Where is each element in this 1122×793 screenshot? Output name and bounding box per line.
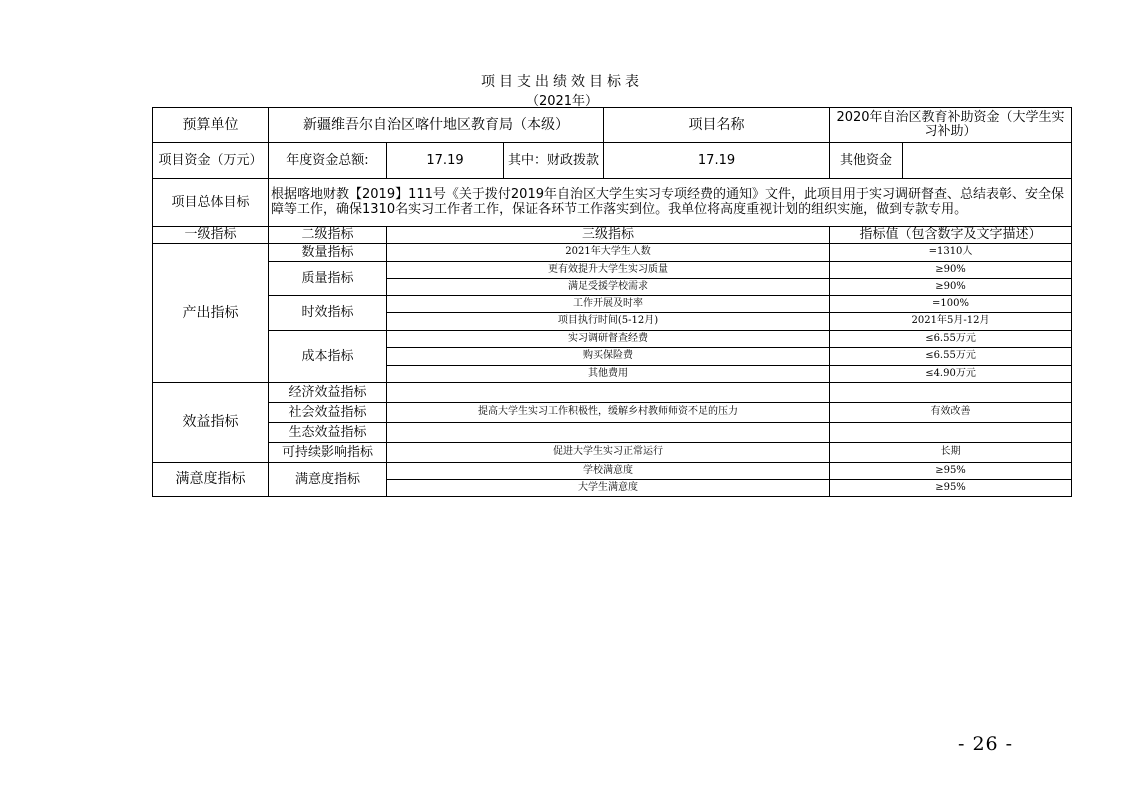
overall-goal-label: 项目总体目标 bbox=[153, 179, 269, 227]
project-name-label: 项目名称 bbox=[604, 108, 830, 143]
indicator-value: ≥90% bbox=[830, 279, 1072, 296]
budget-unit-value: 新疆维吾尔自治区喀什地区教育局（本级） bbox=[269, 108, 604, 143]
column-header-level3: 三级指标 bbox=[387, 227, 830, 244]
other-funds-value bbox=[903, 143, 1072, 179]
quality-indicator-label: 质量指标 bbox=[269, 262, 387, 296]
fiscal-allocation-label: 其中：财政拨款 bbox=[504, 143, 604, 179]
indicator-value: 有效改善 bbox=[830, 403, 1072, 423]
indicator-name: 大学生满意度 bbox=[387, 480, 830, 497]
project-funds-label: 项目资金（万元） bbox=[153, 143, 269, 179]
indicator-name: 满足受援学校需求 bbox=[387, 279, 830, 296]
indicator-value: =100% bbox=[830, 296, 1072, 313]
table-subtitle-year: （2021年） bbox=[525, 94, 599, 109]
indicator-value: ≥90% bbox=[830, 262, 1072, 279]
indicator-value: ≥95% bbox=[830, 463, 1072, 480]
indicator-value: ≤6.55万元 bbox=[830, 331, 1072, 348]
indicator-name: 工作开展及时率 bbox=[387, 296, 830, 313]
satisfaction-indicators-label: 满意度指标 bbox=[153, 463, 269, 497]
indicator-value: ≤6.55万元 bbox=[830, 348, 1072, 366]
indicator-name: 提高大学生实习工作积极性，缓解乡村教师师资不足的压力 bbox=[387, 403, 830, 423]
indicator-value bbox=[830, 383, 1072, 403]
timeliness-indicator-label: 时效指标 bbox=[269, 296, 387, 331]
ecological-benefit-label: 生态效益指标 bbox=[269, 423, 387, 443]
indicator-name: 实习调研督查经费 bbox=[387, 331, 830, 348]
column-header-value: 指标值（包含数字及文字描述） bbox=[830, 227, 1072, 244]
indicator-value: 长期 bbox=[830, 443, 1072, 463]
indicator-value: =1310人 bbox=[830, 244, 1072, 262]
output-indicators-label: 产出指标 bbox=[153, 244, 269, 383]
indicator-name: 其他费用 bbox=[387, 366, 830, 383]
indicator-name: 2021年大学生人数 bbox=[387, 244, 830, 262]
annual-total-value: 17.19 bbox=[387, 143, 504, 179]
overall-goal-text: 根据喀地财教【2019】111号《关于拨付2019年自治区大学生实习专项经费的通知》文件，此项目用于实习调研督查、总结表彰、安全保障等工作，确保1310名实习工作者工作，保证各环节工作落实到位。我单位将高度重视计划的组织实施，做到专款专用。 bbox=[269, 179, 1072, 227]
indicator-name bbox=[387, 423, 830, 443]
column-header-level1: 一级指标 bbox=[153, 227, 269, 244]
performance-target-table bbox=[152, 107, 1072, 497]
indicator-value bbox=[830, 423, 1072, 443]
indicator-name: 更有效提升大学生实习质量 bbox=[387, 262, 830, 279]
indicator-name: 促进大学生实习正常运行 bbox=[387, 443, 830, 463]
indicator-name: 学校满意度 bbox=[387, 463, 830, 480]
fiscal-allocation-value: 17.19 bbox=[604, 143, 830, 179]
indicator-value: ≤4.90万元 bbox=[830, 366, 1072, 383]
indicator-value: ≥95% bbox=[830, 480, 1072, 497]
other-funds-label: 其他资金 bbox=[830, 143, 903, 179]
quantity-indicator-label: 数量指标 bbox=[269, 244, 387, 262]
page-number: - 26 - bbox=[958, 733, 1014, 755]
indicator-name bbox=[387, 383, 830, 403]
sustainable-impact-label: 可持续影响指标 bbox=[269, 443, 387, 463]
indicator-name: 购买保险费 bbox=[387, 348, 830, 366]
column-header-level2: 二级指标 bbox=[269, 227, 387, 244]
indicator-name: 项目执行时间(5-12月) bbox=[387, 313, 830, 331]
cost-indicator-label: 成本指标 bbox=[269, 331, 387, 383]
social-benefit-label: 社会效益指标 bbox=[269, 403, 387, 423]
satisfaction-sub-label: 满意度指标 bbox=[269, 463, 387, 497]
project-name-value: 2020年自治区教育补助资金（大学生实习补助） bbox=[830, 108, 1072, 143]
economic-benefit-label: 经济效益指标 bbox=[269, 383, 387, 403]
table-title: 项目支出绩效目标表 bbox=[481, 74, 643, 90]
benefit-indicators-label: 效益指标 bbox=[153, 383, 269, 463]
budget-unit-label: 预算单位 bbox=[153, 108, 269, 143]
indicator-value: 2021年5月-12月 bbox=[830, 313, 1072, 331]
annual-total-label: 年度资金总额: bbox=[269, 143, 387, 179]
